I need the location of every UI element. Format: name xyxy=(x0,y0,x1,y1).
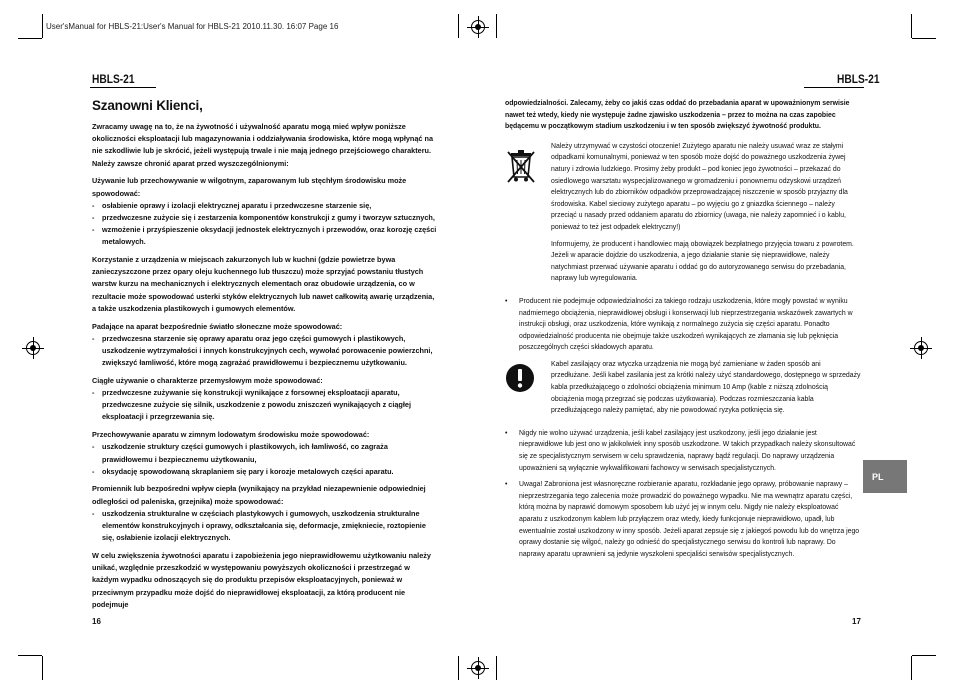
section-heading: Używanie lub przechowywanie w wilgotnym, zaparowanym lub stęchłym środowisku może spowodować: xyxy=(92,176,407,198)
section-heading: Korzystanie z urządzenia w miejscach zakurzonych lub w kuchni (gdzie powietrze bywa zanieczyszczone przez opary oleju kuchennego lub tłuszczu) może sprzyjać powstaniu tłustych warstw kurzu na mechanicznych i elektrycznych elementach oraz obudowie urządzenia, co w rezultacie może spowodować usterki styków elektrycznych lub nawet całkowitą awarię urządzenia, a także uszkodzenia plastikowych i gumowych elementów. xyxy=(92,255,435,313)
model-header-right: HBLS-21 xyxy=(837,72,880,86)
language-tab: PL xyxy=(863,460,907,493)
section-block xyxy=(92,429,438,478)
section-block xyxy=(92,375,438,424)
list-item: • Uwaga! Zabroniona jest własnoręczne rozbieranie aparatu, rozkładanie jego oprawy, próbowanie naprawy – nieprzestrzegania tego zalecenia może prowadzić do poważnego wypadku. Nie ma wewnątrz aparatu części, którą można by naprawić domowym sposobem lub użyć jej w innym celu. Nigdy nie należy eksploatować aparatu z uszkodzonym kablem lub przyłączem oraz wtedy, kiedy funkcjonuje nieprawidłowo, upadł, lub ewentualnie został uszkodzony w inny sposób. Jeżeli aparat zepsuje się z jakiegoś powodu lub do wnętrza jego oprawy dostanie się wilgoć, należy go odnieść do specjalistycznego serwisu do kontroli lub naprawy. Do naprawy aparatu uprawnieni są jedynie wyszkoleni specjaliści serwisów specjalistycznych. xyxy=(505,479,861,560)
section-heading: W celu zwiększenia żywotności aparatu i zapobieżenia jego nieprawidłowemu użytkowaniu należy unikać, względnie przeszkodzić w występowaniu powyższych okoliczności i przestrzegać w każdym wypadku odnoszących się do produktu przepisów eksploatacyjnych, ponieważ w przeciwnym przypadku może dojść do nieprawidłowej eksploatacji, za którą producent nie podejmuje xyxy=(92,551,431,609)
exclamation-warning-icon xyxy=(505,363,535,393)
weee-notice xyxy=(505,141,861,290)
section-block xyxy=(92,321,438,370)
section-block xyxy=(92,550,438,611)
list-item: • Nigdy nie wolno używać urządzenia, jeśli kabel zasilający jest uszkodzony, jeśli jego działanie jest nieprawidłowe lub jest ono w jakikolwiek inny sposób uszkodzone. W takich przypadkach należy skonsultować się ze specjalistycznym serwisem w celu sprawdzenia, naprawy bądź regulacji. Do naprawy urządzenia upoważnieni są wyłącznie wykwalifikowani fachowcy w serwisach specjalistycznych. xyxy=(505,428,861,474)
section-heading: Promiennik lub bezpośredni wpływ ciepła (wynikający na przykład niezapewnienie odpowiedniej odległości od paleniska, grzejnika) może spowodować: xyxy=(92,484,426,506)
intro-paragraph: Zwracamy uwagę na to, że na żywotność i używalność aparatu mogą mieć wpływ poniższe okoliczności eksploatacji lub magazynowania i oddziaływania środowiska, które mogą wpłynąć na nie szkodliwie lub je skrócić, jeżeli występują trwale i nie mają jednego przejściowego charakteru. Należy zawsze chronić aparat przed wyszczególnionymi: xyxy=(92,122,434,168)
page-title: Szanowni Klienci, xyxy=(92,98,203,113)
list-item-text: uszkodzenia strukturalne w częściach plastykowych i gumowych, uszkodzenia strukturalne elementów konstrukcyjnych i oprawy, odkształcania się, deformacje, zmiękniecie, roztopienie się, osłabienie izolacji elektrycznych. xyxy=(102,508,426,543)
weee-paragraph-1: Należy utrzymywać w czystości otoczenie! Zużytego aparatu nie należy usuwać wraz ze stałymi odpadkami komunalnymi, ponieważ w ten sposób może dojść do poważnego uszkodzenia żywej natury i zdrowia ludzkiego. Prosimy żeby produkt – pod koniec jego żywotności – przekazać do osiedlowego warsztatu wyspecjalizowanego w gromadzeniu i ponownemu odzyskowi urządzeń elektrycznych lub do zbiorników odpadków przeprowadzającej niszczenie w sposób przyjazny dla środowiska. Kabel sieciowy zużytego aparatu – po wyjęciu go z gniazdka ściennego – należy przeciąć u nasady przed oddaniem aparatu do zbiornicy (uwaga, nie należy zapomnieć i o kablu, ponieważ to też jest odpadek elektryczny!) xyxy=(551,142,848,231)
warning-notice xyxy=(505,359,861,422)
list-item-text: uszkodzenie struktury części gumowych i plastikowych, ich łamliwość, co zagraża prawidłowemu i bezpiecznemu użytkowaniu, xyxy=(102,442,388,464)
weee-paragraph-3: Jeżeli w aparacie dojdzie do uszkodzenia, a jego działanie stanie się nieprawidłowe, należy natychmiast przerwać używanie aparatu i oddać go do autoryzowanego serwisu do przebadania, naprawy lub wyregulowania. xyxy=(551,252,846,283)
list-item: - uszkodzenie struktury części gumowych i plastikowych, ich łamliwość, co zagraża prawidłowemu i bezpiecznemu użytkowaniu, xyxy=(92,441,438,465)
list-item-text: oksydację spowodowaną skraplaniem się pary i korozje metalowych części aparatu. xyxy=(102,466,394,476)
list-item: - przedwczesne zużycie się i zestarzenia komponentów konstrukcji z gumy i tworzyw sztucznych, xyxy=(92,212,438,224)
list-item: - oksydację spowodowaną skraplaniem się pary i korozje metalowych części aparatu. xyxy=(92,466,438,478)
registration-mark-right xyxy=(914,341,928,355)
section-heading: Ciągłe używanie o charakterze przemysłowym może spowodować: xyxy=(92,375,323,385)
model-header-left: HBLS-21 xyxy=(92,72,135,86)
list-item-text: osłabienie oprawy i izolacji elektrycznej aparatu i przedwczesne starzenie się, xyxy=(102,200,372,210)
registration-mark-left xyxy=(26,341,40,355)
list-item: - wzmożenie i przyśpieszenie oksydacji jednostek elektrycznych i przewodów, oraz korozję części metalowych. xyxy=(92,224,438,248)
list-item: - przedwczesne zużywanie się konstrukcji wynikające z forsownej eksploatacji aparatu, przedwczesne zużycie się silnik, uszkodzenie z powodu zniszczeń wynikających z ciągłej eksploatacji i przegrzewania się. xyxy=(92,387,438,424)
left-page xyxy=(92,98,438,617)
list-item: - przedwczesna starzenie się oprawy aparatu oraz jego części gumowych i plastikowych, uszkodzenie wytrzymałości i innych konstrukcyjnych cech, wywołać porowacenie powierzchni, zwiększyć łamliwość, które mogą zagrażać prawidłowemu i bezpiecznemu użytkowaniu. xyxy=(92,333,438,370)
header-rule-right xyxy=(804,87,864,88)
list-item: • Producent nie podejmuje odpowiedzialności za takiego rodzaju uszkodzenia, które mogły powstać w wyniku nadmiernego obciążenia, nieprawidłowej obsługi i konserwacji lub nieprzestrzegania wskazówek zawartych w instrukcji obsługi, oraz uszkodzenia, które wynikają z normalnego zużycia się części aparatu. Ponadto odpowiedzialność producenta nie obejmuje także uszkodzeń wynikających ze złamania się lub pęknięcia poszczególnych części składowych aparatu. xyxy=(505,296,861,354)
section-block xyxy=(92,483,438,544)
section-block xyxy=(92,175,438,248)
list-item: - osłabienie oprawy i izolacji elektrycznej aparatu i przedwczesne starzenie się, xyxy=(92,200,438,212)
disassembly-warning-paragraph: Uwaga! Zabroniona jest własnoręczne rozbieranie aparatu, rozkładanie jego oprawy, próbowanie naprawy – nieprzestrzegania tego zalecenia może prowadzić do poważnego wypadku. Nie ma wewnątrz aparatu części, którą można by naprawić domowym sposobem lub użyć jej w innym celu. Nigdy nie należy eksploatować aparatu z uszkodzonym kablem lub przyłączem oraz wtedy, kiedy funkcjonuje nieprawidłowo, upadł, lub ewentualnie został uszkodzony w inny sposób. Jeżeli aparat zepsuje się z jakiegoś powodu lub do wnętrza jego oprawy dostanie się wilgoć, należy go odnieść do specjalistycznego serwisu do kontroli lub naprawy. Do naprawy aparatu uprawnieni są jedynie wyszkoleni specjaliści serwisów specjalistycznych. xyxy=(519,481,860,558)
print-header: User'sManual for HBLS-21:User's Manual for HBLS-21 2010.11.30. 16:07 Page 16 xyxy=(46,22,339,31)
section-heading: Przechowywanie aparatu w zimnym lodowatym środowisku może spowodować: xyxy=(92,430,370,440)
right-page xyxy=(505,98,861,565)
list-item: - uszkodzenia strukturalne w częściach plastykowych i gumowych, uszkodzenia strukturalne elementów konstrukcyjnych i oprawy, odkształcania się, deformacje, zmiękniecie, roztopienie się, osłabienie izolacji elektrycznych. xyxy=(92,508,438,545)
weee-paragraph-2: Informujemy, że producent i handlowiec mają obowiązek bezpłatnego przyjęcia towaru z powrotem. xyxy=(551,240,854,248)
registration-mark-top xyxy=(471,20,485,34)
liability-paragraph: Producent nie podejmuje odpowiedzialności za takiego rodzaju uszkodzenia, które mogły powstać w wyniku nadmiernego obciążenia, nieprawidłowej obsługi i konserwacji lub nieprzestrzegania wskazówek zawartych w instrukcji obsługi, oraz uszkodzenia, które wynikają z normalnego zużycia się części aparatu. Ponadto odpowiedzialność producenta nie obejmuje także uszkodzeń wynikających ze złamania się lub pęknięcia poszczególnych części składowych aparatu. xyxy=(519,297,853,352)
list-item-text: przedwczesna starzenie się oprawy aparatu oraz jego części gumowych i plastikowych, uszkodzenie wytrzymałości i innych konstrukcyjnych cech, wywołać porowacenie powierzchni, zwiększyć łamliwość, które mogą zagrażać prawidłowemu i bezpiecznemu użytkowaniu. xyxy=(102,333,433,368)
page-number-right: 17 xyxy=(852,617,861,626)
page-number-left: 16 xyxy=(92,617,101,626)
list-item-text: wzmożenie i przyśpieszenie oksydacji jednostek elektrycznych i przewodów, oraz korozję części metalowych. xyxy=(102,225,437,247)
damaged-cable-paragraph: Nigdy nie wolno używać urządzenia, jeśli kabel zasilający jest uszkodzony, jeśli jego działanie jest nieprawidłowe lub jest ono w jakikolwiek inny sposób uszkodzone. W takich przypadkach należy skonsultować się ze specjalistycznym serwisem w celu sprawdzenia, naprawy bądź regulacji. Do naprawy urządzenia upoważnieni są wyłącznie wykwalifikowani fachowcy w serwisach specjalistycznych. xyxy=(519,429,856,472)
crossed-out-wheelie-bin-icon xyxy=(505,149,537,185)
list-item-text: przedwczesne zużycie się i zestarzenia komponentów konstrukcji z gumy i tworzyw sztucznych, xyxy=(102,212,435,222)
continued-paragraph: odpowiedzialności. Zalecamy, żeby co jakiś czas oddać do przebadania aparat w upoważnionym serwisie nawet też wtedy, kiedy nie występuje żadne zjawisko uszkodzenia – przez to można na czas zapobiec będącemu w początkowym stadium uszkodzeniu i w ten sposób zwiększyć żywotność produktu. xyxy=(505,100,850,131)
section-list xyxy=(92,175,438,611)
warning-text: Kabel zasilający oraz wtyczka urządzenia nie mogą być zamieniane w żaden sposób ani przedłużane. Jeśli kabel zasilania jest za krótki należy użyć standardowego, dostępnego w sprzedaży kabla przedłużającego o zdolności obciążenia minimum 10 Amp (kable z niższą zdolnością obciążenia mogą przegrzać się podczas użytkowania). Podczas rozmieszczania kabla przedłużającego należy pamiętać, aby nie powodować ryzyka potknięcia się. xyxy=(551,360,861,415)
section-block xyxy=(92,254,438,315)
registration-mark-bottom xyxy=(471,661,485,675)
header-rule-left xyxy=(90,87,156,88)
section-heading: Padające na aparat bezpośrednie światło słoneczne może spowodować: xyxy=(92,321,343,331)
list-item-text: przedwczesne zużywanie się konstrukcji wynikające z forsownej eksploatacji aparatu, przedwczesne zużycie się silnik, uszkodzenie z powodu zniszczeń wynikających z ciągłej eksploatacji i przegrzewania się. xyxy=(102,388,412,422)
